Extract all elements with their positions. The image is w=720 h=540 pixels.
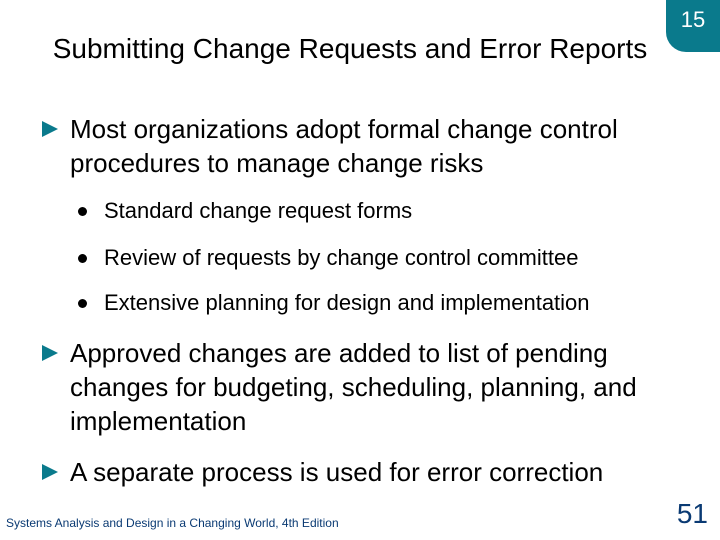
triangle-bullet-icon [42, 345, 58, 361]
sub-bullet-item-3 [78, 288, 698, 318]
chapter-number-badge: 15 [666, 0, 720, 52]
sub-bullet-text: Standard change request forms [104, 198, 413, 223]
slide-title: Submitting Change Requests and Error Reports [52, 33, 648, 64]
sub-bullet-item-2 [78, 243, 698, 273]
dot-bullet-icon [78, 207, 87, 216]
slide-footer: Systems Analysis and Design in a Changing World, 4th Edition [6, 516, 339, 530]
page-number: 51 [676, 498, 708, 529]
bullet-text: A separate process is used for error correction [70, 457, 604, 487]
sub-bullet-item-1 [78, 196, 698, 226]
dot-bullet-icon [78, 254, 87, 263]
sub-bullet-text: Review of requests by change control committee [104, 245, 579, 270]
sub-bullet-text: Extensive planning for design and implementation [104, 290, 590, 315]
bullet-text: Most organizations adopt formal change control procedures to manage change risks [70, 114, 618, 178]
bullet-item-3 [42, 455, 702, 489]
bullet-item-2 [42, 336, 702, 438]
dot-bullet-icon [78, 299, 87, 308]
triangle-bullet-icon [42, 121, 58, 137]
triangle-bullet-icon [42, 464, 58, 480]
bullet-text: Approved changes are added to list of pending changes for budgeting, scheduling, planning, and implementation [70, 338, 637, 436]
bullet-item-1 [42, 112, 702, 180]
